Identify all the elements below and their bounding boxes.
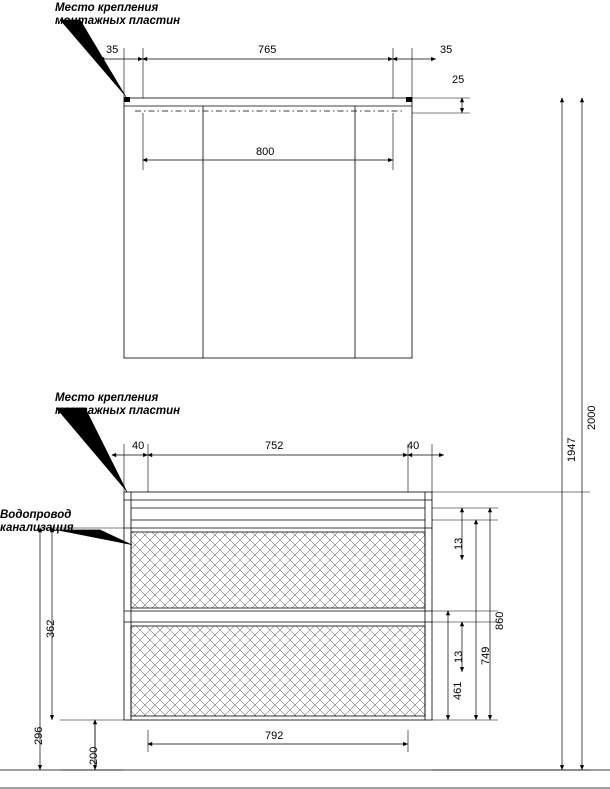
top-view-leader [60,20,126,97]
dim-left-low: 296 [33,726,45,745]
dim-bottom-width: 792 [265,730,284,742]
dim-overall-height: 2000 [586,405,598,430]
mount-plate-left [124,97,130,102]
note-top-mount: Место крепления монтажных пластин [55,2,181,27]
dim-bottom-center-width: 752 [265,440,284,452]
dim-top-depth: 25 [452,74,465,86]
dim-mid-height: 749 [480,646,492,665]
dim-top-right-offset: 35 [440,44,453,56]
dim-bottom-right-offset: 40 [407,440,420,452]
dim-drawer-gap-upper: 13 [453,537,465,550]
note-bottom-mount: Место крепления монтажных пластин [55,392,181,417]
dim-left-height: 362 [45,619,57,638]
dim-body-height: 860 [494,611,506,630]
dim-top-inner-width: 800 [256,146,275,158]
dim-top-left-offset: 35 [106,44,119,56]
dim-cabinet-top-height: 1947 [566,437,578,462]
drawer-lower-hatch [131,626,425,716]
drawer-upper-hatch [131,532,425,608]
note-plumbing: Водопровод канализация [0,509,74,534]
top-view-ext-lines [124,48,470,170]
dim-drawer-gap-lower: 13 [453,650,465,663]
dim-lower-height: 461 [452,681,464,700]
dim-floor-height: 200 [88,746,100,765]
dim-bottom-left-offset: 40 [132,440,145,452]
mount-plate-right [406,97,412,102]
top-view-cabinet [124,98,412,358]
top-view-dim-arrows [100,59,465,160]
dim-top-center-width: 765 [258,44,277,56]
